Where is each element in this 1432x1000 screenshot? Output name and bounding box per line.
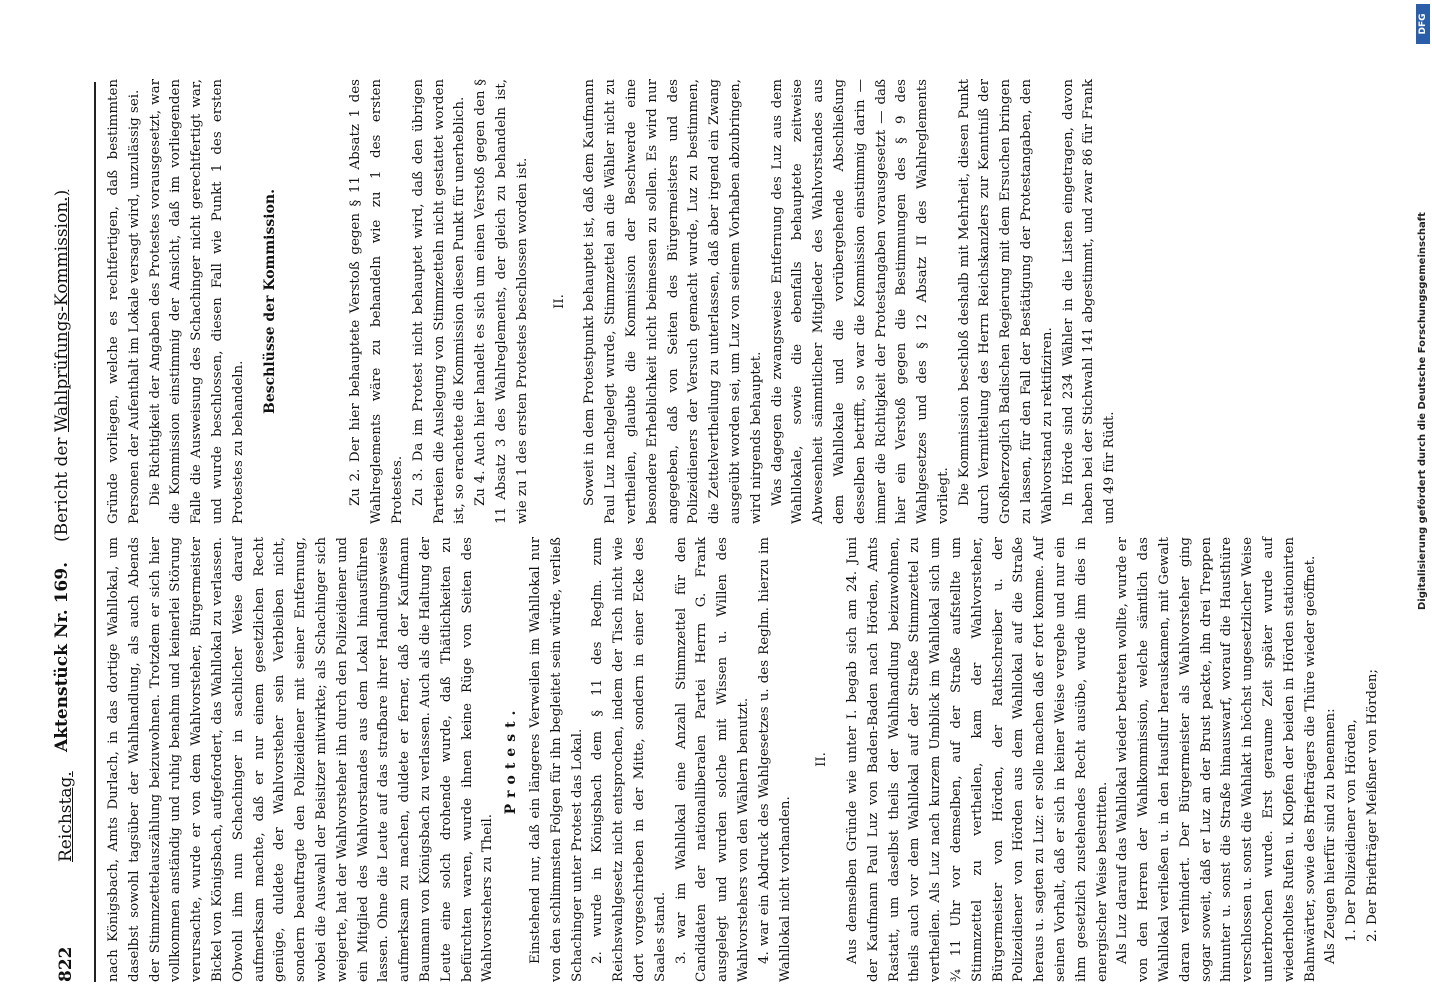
spacer [288,79,346,524]
paragraph: Aus demselben Gründe wie unter I. begab sich am 24. Juni der Kaufmann Paul Luz von Baden-Baden nach Hörden, Amts Rastatt, um daselbst theils der Wahlhandlung beizuwohnen, theils auch vor dem Wahllokal auf der Straße Stimmzettel zu vertheilen. Als Luz nach kurzem Umblick im Wahllokal sich um ¾ 11 Uhr vor demselben, auf der Straße aufstellte um Stimmzettel zu vertheilen, kam der Wahlvorsteher, Bürgermeister von Hörden, der Rathschreiber u. der Polizeidiener von Hörden aus dem Wahllokal auf die Straße heraus u. sagten zu Luz: er solle machen daß er fort komme. Auf seinen Vorhalt, daß er sich in keiner Weise vergehe und nur ein ihm gesetzlich zustehendes Recht ausübe, wurde ihm dies in energischer Weise bestritten. [845,537,1110,982]
paragraph: Was dagegen die zwangsweise Entfernung des Luz aus dem Wahllokale, sowie die ebenfalls behauptete zeitweise Abwesenheit sämmtlicher Mitglieder des Wahlvorstandes aus dem Wahllokale und die vorübergehende Abschließung desselben betrifft, so war die Kommission einstimmig darin — immer die Richtigkeit der Protestangaben vorausgesetzt — daß hier ein Verstoß gegen die Bestimmungen des § 9 des Wahlgesetzes und des § 12 Absatz II des Wahlreglements vorliegt. [769,79,951,524]
list-item: 1. Der Polizeidiener von Hörden, [1344,719,1360,942]
paragraph: Zu 3. Da im Protest nicht behauptet wird, daß den übrigen Parteien die Auslegung von Stimmzetteln nicht gestattet worden ist, so erachtete die Kommission diesen Punkt für unerheblich. [410,79,468,524]
report-title [52,190,72,542]
dfg-logo: DFG [1416,4,1430,44]
paragraph: Zu 4. Auch hier handelt es sich um einen Verstoß gegen den § 11 Absatz 3 des Wahlreglements, der gleich zu behandeln ist, wie zu 1 des ersten Protestes beschlossen worden ist. [473,79,530,524]
page-number: 822 [56,946,76,982]
rotated-page [0,60,1432,1000]
paragraph: Zu 2. Der hier behauptete Verstoß gegen § 11 Absatz 1 des Wahlreglements wäre zu behandeln wie zu 1 des ersten Protestes. [348,79,405,524]
paragraph: Einstehend nur, daß ein längeres Verweilen im Wahllokal nur von den schlimmsten Folgen für ihn begleitet sein würde, verließ Schachinger unter Protest das Lokal. [527,537,585,982]
paragraph: In Hörde sind 234 Wähler in die Listen eingetragen, davon haben bei der Stichwahl 141 abgestimmt, und zwar 86 für Frank und 49 für Rüdt. [1060,79,1118,524]
section-heading: Protest. [503,704,520,815]
paragraph: 4. war ein Abdruck des Wahlgesetzes u. des Reglm. hierzu im Wahllokal nicht vorhanden. [756,537,793,982]
paragraph: Gründe vorliegen, welche es rechtfertigen, daß bestimmten Personen der Aufenthalt im Lokale versagt wird, unzulässig sei. [106,79,142,524]
report-prefix: (Bericht der [52,437,72,542]
paragraph: Die Kommission beschloß deshalb mit Mehrheit, diesen Punkt durch Vermittelung des Herrn Reichskanzlers zur Kenntniß der Großherzoglich Badischen Regierung mit dem Ersuchen bringen zu lassen, für den Fall der Bestätigung der Protestangaben, den Wahlvorstand zu rektifiziren. [956,79,1055,524]
running-header [50,82,90,982]
right-column [104,79,1121,524]
section-heading: Beschlüsse der Kommission. [261,189,278,414]
section-numeral: II. [814,752,830,767]
section-numeral: II. [551,294,567,309]
list-item: 2. Der Briefträger Meißner von Hörden; [1365,668,1381,942]
report-name: Wahlprüfungs-Kommission.) [52,189,72,433]
funding-note: Digitalisierung gefördert durch die Deutsche Forschungsgemeinschaft [1417,212,1428,610]
funding-margin [1414,0,1432,1000]
paragraph: Die Richtigkeit der Angaben des Protestes vorausgesetzt, war die Kommission einstimmig der Ansicht, daß im vorliegenden Falle die Ausweisung des Schachinger nicht gerechtfertigt war, und wurde beschlossen, diesen Fall wie Punkt 1 des ersten Protestes zu behandeln. [147,79,246,524]
document-number: Aktenstück Nr. 169. [52,561,72,752]
paragraph: Soweit in dem Protestpunkt behauptet ist, daß dem Kaufmann Paul Luz nachgelegt wurde, Stimmzettel an die Wähler nicht zu vertheilen, glaubte die Kommission der Beschwerde eine besondere Erheblichkeit nicht beimessen zu sollen. Es wird nur angegeben, daß von Seiten des Bürgermeisters und des Polizeidieners der Versuch gemacht wurde, Luz zu bestimmen, die Zettelvertheilung zu unterlassen, daß aber irgend ein Zwang ausgeübt worden sei, um Luz von seinem Vorhaben abzubringen, wird nirgends behauptet. [582,79,764,524]
paragraph: nach Königsbach, Amts Durlach, in das dortige Wahllokal, um daselbst sowohl tagsüber der Wahlhandlung, als auch Abends der Stimmzettelauszählung beizuwohnen. Trotzdem er sich hier vollkommen anständig und ruhig benahm und keinerlei Störung verursachte, wurde er von dem Wahlvorsteher, Bürgermeister Bickel von Königsbach, aufgefordert, das Wahllokal zu verlassen. Obwohl ihm nun Schachinger in sachlicher Weise darauf aufmerksam machte, daß er nur einem gesetzlichen Recht genüge, duldete der Wahlvorsteher sein Verbleiben nicht, sondern beauftragte den Polizeidiener mit seiner Entfernung, wobei die Auswahl der Beisitzer mitwirkte; als Schachinger sich weigerte, hat der Wahlvorsteher ihn durch den Polizeidiener und ein Mitglied des Wahlvorstandes aus dem Lokal hinausführen lassen. Ohne die Leute auf das strafbare ihrer Handlungsweise aufmerksam zu machen, duldete er ferner, daß der Kaufmann Baumann von Königsbach zu verlassen. Auch als die Haltung der Leute eine solch drohende wurde, daß Thätlichkeiten zu befürchten waren, wurde ihnen keine Rüge von Seiten des Wahlvorstehers zu Theil. [106,537,496,982]
paragraph: Als Zeugen hierfür sind zu benennen: [1323,708,1339,964]
paragraph: 2. wurde in Königsbach dem § 11 des Reglm. zum Reichswahlgesetz nicht entsprochen, indem der Tisch nicht wie dort vorgeschrieben in der Mitte, sondern in einer Ecke des Saales stand. [590,537,668,982]
paper-title: Reichstag. [56,771,76,862]
paragraph: Als Luz darauf das Wahllokal wieder betreten wollte, wurde er von den Herren der Wahlkommission, welche sämtlich das Wahllokal verließen u. in den Hausflur herauskamen, mit Gewalt daran verhindert. Der Bürgermeister als Wahlvorsteher ging sogar soweit, daß er Luz an der Brust packte, ihn drei Treppen hinunter u. sonst die Straße hinauswarf, worauf die Hausthüre verschlossen u. sonst die Wahlakt in höchst ungesetzlicher Weise unterbrochen wurde. Erst geraume Zeit später wurde auf wiederholtes Rufen u. Klopfen der beiden in Hörden stationirten Bahnwärter, sowie des Briefträgers die Thüre wieder geöffnet. [1115,537,1318,982]
left-column [104,537,1384,982]
paragraph: 3. war im Wahllokal eine Anzahl Stimmzettel für den Candidaten der nationalliberalen Partei Herrn G. Frank ausgelegt und wurden solche mit Wissen u. Willen des Wahlvorstehers von den Wählern benutzt. [673,537,751,982]
header-rule [94,82,96,982]
